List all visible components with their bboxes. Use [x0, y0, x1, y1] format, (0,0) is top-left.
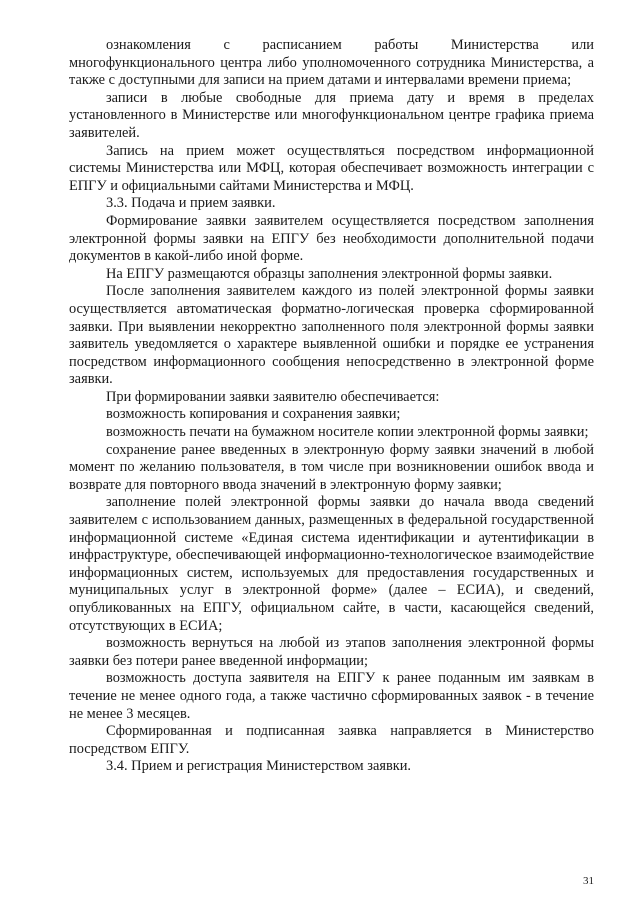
- paragraph: Сформированная и подписанная заявка направляется в Министерство посредством ЕПГУ.: [69, 723, 594, 757]
- document-body: [69, 37, 594, 776]
- paragraph: Формирование заявки заявителем осуществляется посредством заполнения электронной формы заявки на ЕПГУ без необходимости дополнительной подачи документов в какой-либо иной форме.: [69, 212, 594, 265]
- section-heading: 3.3. Подача и прием заявки.: [106, 195, 276, 212]
- list-item: возможность печати на бумажном носителе копии электронной формы заявки;: [106, 424, 589, 441]
- paragraph: ознакомления с расписанием работы Министерства или многофункционального центра либо уполномоченного сотрудника Министерства, а также с доступными для записи на прием датами и интервалами времени приема;: [69, 37, 594, 89]
- paragraph: Запись на прием может осуществляться посредством информационной системы Министерства или МФЦ, которая обеспечивает возможность интеграции с ЕПГУ и официальными сайтами Министерства и МФЦ.: [69, 142, 594, 194]
- list-item: сохранение ранее введенных в электронную форму заявки значений в любой момент по желанию пользователя, в том числе при возникновении ошибок ввода и возврате для повторного ввода значений в электронную форму заявки;: [69, 441, 594, 493]
- paragraph: записи в любые свободные для приема дату и время в пределах установленного в Министерстве или многофункциональном центре графика приема заявителей.: [69, 89, 594, 141]
- list-item: заполнение полей электронной формы заявки до начала ввода сведений заявителем с использованием данных, размещенных в федеральной государственной информационной системе «Единая система идентификации и аутентификации в инфраструктуре, обеспечивающей информационно-технологическое взаимодействие информационных систем, используемых для предоставления государственных и муниципальных услуг в электронной форме» (далее – ЕСИА), и сведений, опубликованных на ЕПГУ, официальном сайте, в части, касающейся сведений, отсутствующих в ЕСИА;: [69, 494, 594, 634]
- paragraph: После заполнения заявителем каждого из полей электронной формы заявки осуществляется автоматическая форматно-логическая проверка сформированной заявки. При выявлении некорректно заполненного поля электронной формы заявки заявитель уведомляется о характере выявленной ошибки и порядке ее устранения посредством информационного сообщения непосредственно в электронной форме заявки.: [69, 283, 594, 388]
- list-item: возможность вернуться на любой из этапов заполнения электронной формы заявки без потери ранее введенной информации;: [69, 635, 594, 669]
- paragraph: На ЕПГУ размещаются образцы заполнения электронной формы заявки.: [106, 265, 553, 282]
- list-item: возможность доступа заявителя на ЕПГУ к ранее поданным им заявкам в течение не менее одного года, а также частично сформированных заявок - в течение не менее 3 месяцев.: [69, 670, 594, 722]
- list-item: возможность копирования и сохранения заявки;: [106, 406, 401, 423]
- page-number: 31: [583, 875, 594, 887]
- paragraph: При формировании заявки заявителю обеспечивается:: [106, 388, 440, 405]
- section-heading: 3.4. Прием и регистрация Министерством заявки.: [106, 758, 412, 775]
